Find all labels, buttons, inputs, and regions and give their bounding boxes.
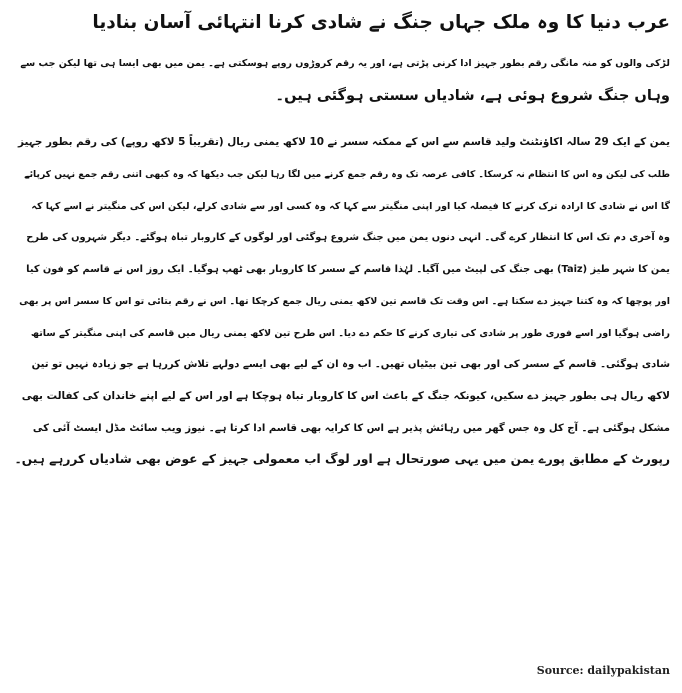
body-line: طلب کی لیکن وہ اس کا انتظام نہ کرسکا۔ کافی عرصہ تک وہ رقم جمع کرنے میں لگا رہا لیکن جب دیکھا کہ وہ کبھی اتنی رقم جمع نہیں کرپائے [24, 169, 670, 181]
body-line: لاکھ ریال ہی بطور جہیز دے سکیں، کیونکہ جنگ کے باعث اس کا کاروبار تباہ ہوچکا ہے اور اس کے لیے اپنے خاندان کی کفالت بھی [21, 389, 670, 402]
body-line: رپورٹ کے مطابق پورے یمن میں یہی صورتحال ہے اور لوگ اب معمولی جہیز کے عوض بھی شادیاں کررہے ہیں۔ [14, 452, 670, 467]
intro-paragraph [14, 48, 670, 111]
intro-line: وہاں جنگ شروع ہوئی ہے، شادیاں سستی ہوگئی ہیں۔ [275, 86, 670, 104]
body-line: راضی ہوگیا اور اسے فوری طور پر شادی کی تیاری کرنے کا حکم دے دیا۔ اس طرح تین لاکھ یمنی ریال میں قاسم کی اپنی منگیتر کے ساتھ [30, 327, 670, 339]
body-line: گا اس نے شادی کا ارادہ ترک کرنے کا فیصلہ کیا اور اپنی منگیتر سے کہا کہ وہ کسی اور سے شادی کرلے، لیکن اس کی منگیتر نے اسے کہا کہ [31, 200, 670, 212]
intro-line: لڑکی والوں کو منہ مانگی رقم بطور جہیز ادا کرنی پڑتی ہے، اور یہ رقم کروڑوں روپے ہوسکتی ہے۔ یمن میں بھی ایسا ہی تھا لیکن جب سے [20, 58, 670, 69]
body-line: یمن کا شہر طیز (Taiz) بھی جنگ کی لپیٹ میں آگیا۔ لہٰذا قاسم کے سسر کا کاروبار بھی ٹھپ ہوگیا۔ ایک روز اس نے قاسم کو فون کیا [26, 264, 670, 276]
body-paragraph [14, 127, 670, 476]
body-line: یمن کے ایک 29 سالہ اکاؤنٹنٹ ولید قاسم سے اس کے ممکنہ سسر نے 10 لاکھ یمنی ریال (تقریباً 5 لاکھ روپے) کی رقم بطور جہیز [18, 136, 670, 149]
body-line: شادی ہوگئی۔ قاسم کے سسر کی اور بھی تین بیٹیاں تھیں۔ اب وہ ان کے لیے بھی ایسے دولہے تلاش کررہا ہے جو زیادہ نہیں تو تین [31, 359, 670, 371]
body-line: وہ آخری دم تک اس کا انتظار کرے گی۔ انہی دنوں یمن میں جنگ شروع ہوگئی اور لوگوں کے کاروبار تباہ ہوگئے۔ دیگر شہروں کی طرح [26, 232, 670, 244]
body-line: اور پوچھا کہ وہ کتنا جہیز دے سکتا ہے۔ اس وقت تک قاسم تین لاکھ یمنی ریال جمع کرچکا تھا۔ اس نے رقم بتائی تو اس کا سسر اس پر بھی [19, 295, 670, 307]
source-credit: Source: dailypakistan [536, 664, 670, 677]
article-title: عرب دنیا کا وہ ملک جہاں جنگ نے شادی کرنا انتہائی آسان بنادیا [92, 12, 670, 33]
body-line: مشکل ہوگئی ہے۔ آج کل وہ جس گھر میں رہائش پذیر ہے اس کا کرایہ بھی قاسم ادا کرتا ہے۔ نیوز ویب سائٹ مڈل ایسٹ آئی کی [32, 422, 670, 434]
